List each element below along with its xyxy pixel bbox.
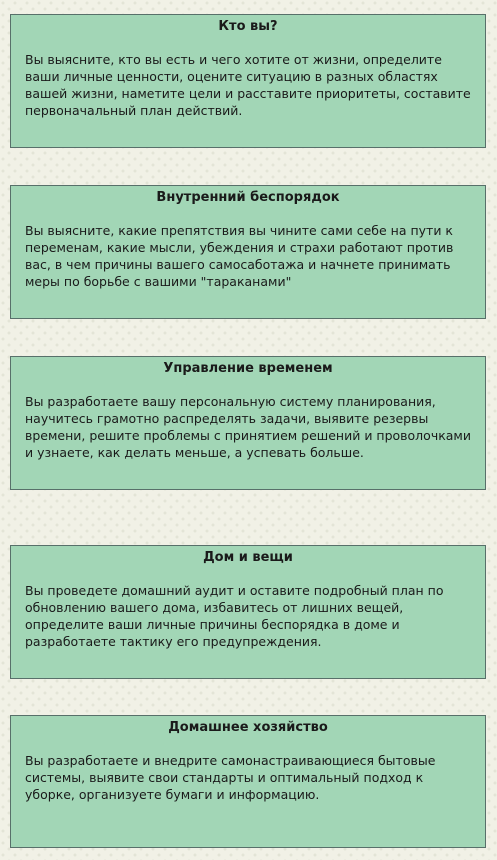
course-card-time-management (10, 356, 486, 490)
card-description: Вы выясните, кто вы есть и чего хотите от жизни, определите ваши личные ценности, оцените ситуацию в разных областях вашей жизни, наметите цели и расставите приоритеты, составите первоначальный план действий. (25, 52, 471, 118)
course-card-home-and-things (10, 545, 486, 679)
card-description: Вы выясните, какие препятствия вы чините сами себе на пути к переменам, какие мысли, убеждения и страхи работают против вас, в чем причины вашего самосаботажа и начнете принимать меры по борьбе с вашими "тараканами" (25, 223, 454, 289)
card-title: Домашнее хозяйство (168, 720, 328, 735)
course-card-inner-mess (10, 185, 486, 319)
card-description: Вы проведете домашний аудит и оставите подробный план по обновлению вашего дома, избавитесь от лишних вещей, определите ваши личные причины беспорядка в доме и разработаете тактику его предупреждения. (25, 583, 444, 649)
card-title: Управление временем (163, 361, 333, 376)
card-description: Вы разработаете вашу персональную систему планирования, научитесь грамотно распределять задачи, выявите резервы времени, решите проблемы с принятием решений и проволочками и узнаете, как делать меньше, а успевать больше. (25, 394, 471, 460)
card-title: Внутренний беспорядок (156, 190, 340, 205)
course-card-housekeeping (10, 715, 486, 848)
card-title: Дом и вещи (203, 550, 293, 565)
course-card-who-are-you (10, 14, 486, 148)
card-title: Кто вы? (218, 19, 278, 34)
card-description: Вы разработаете и внедрите самонастраивающиеся бытовые системы, выявите свои стандарты и оптимальный подход к уборке, организуете бумаги и информацию. (25, 753, 436, 802)
